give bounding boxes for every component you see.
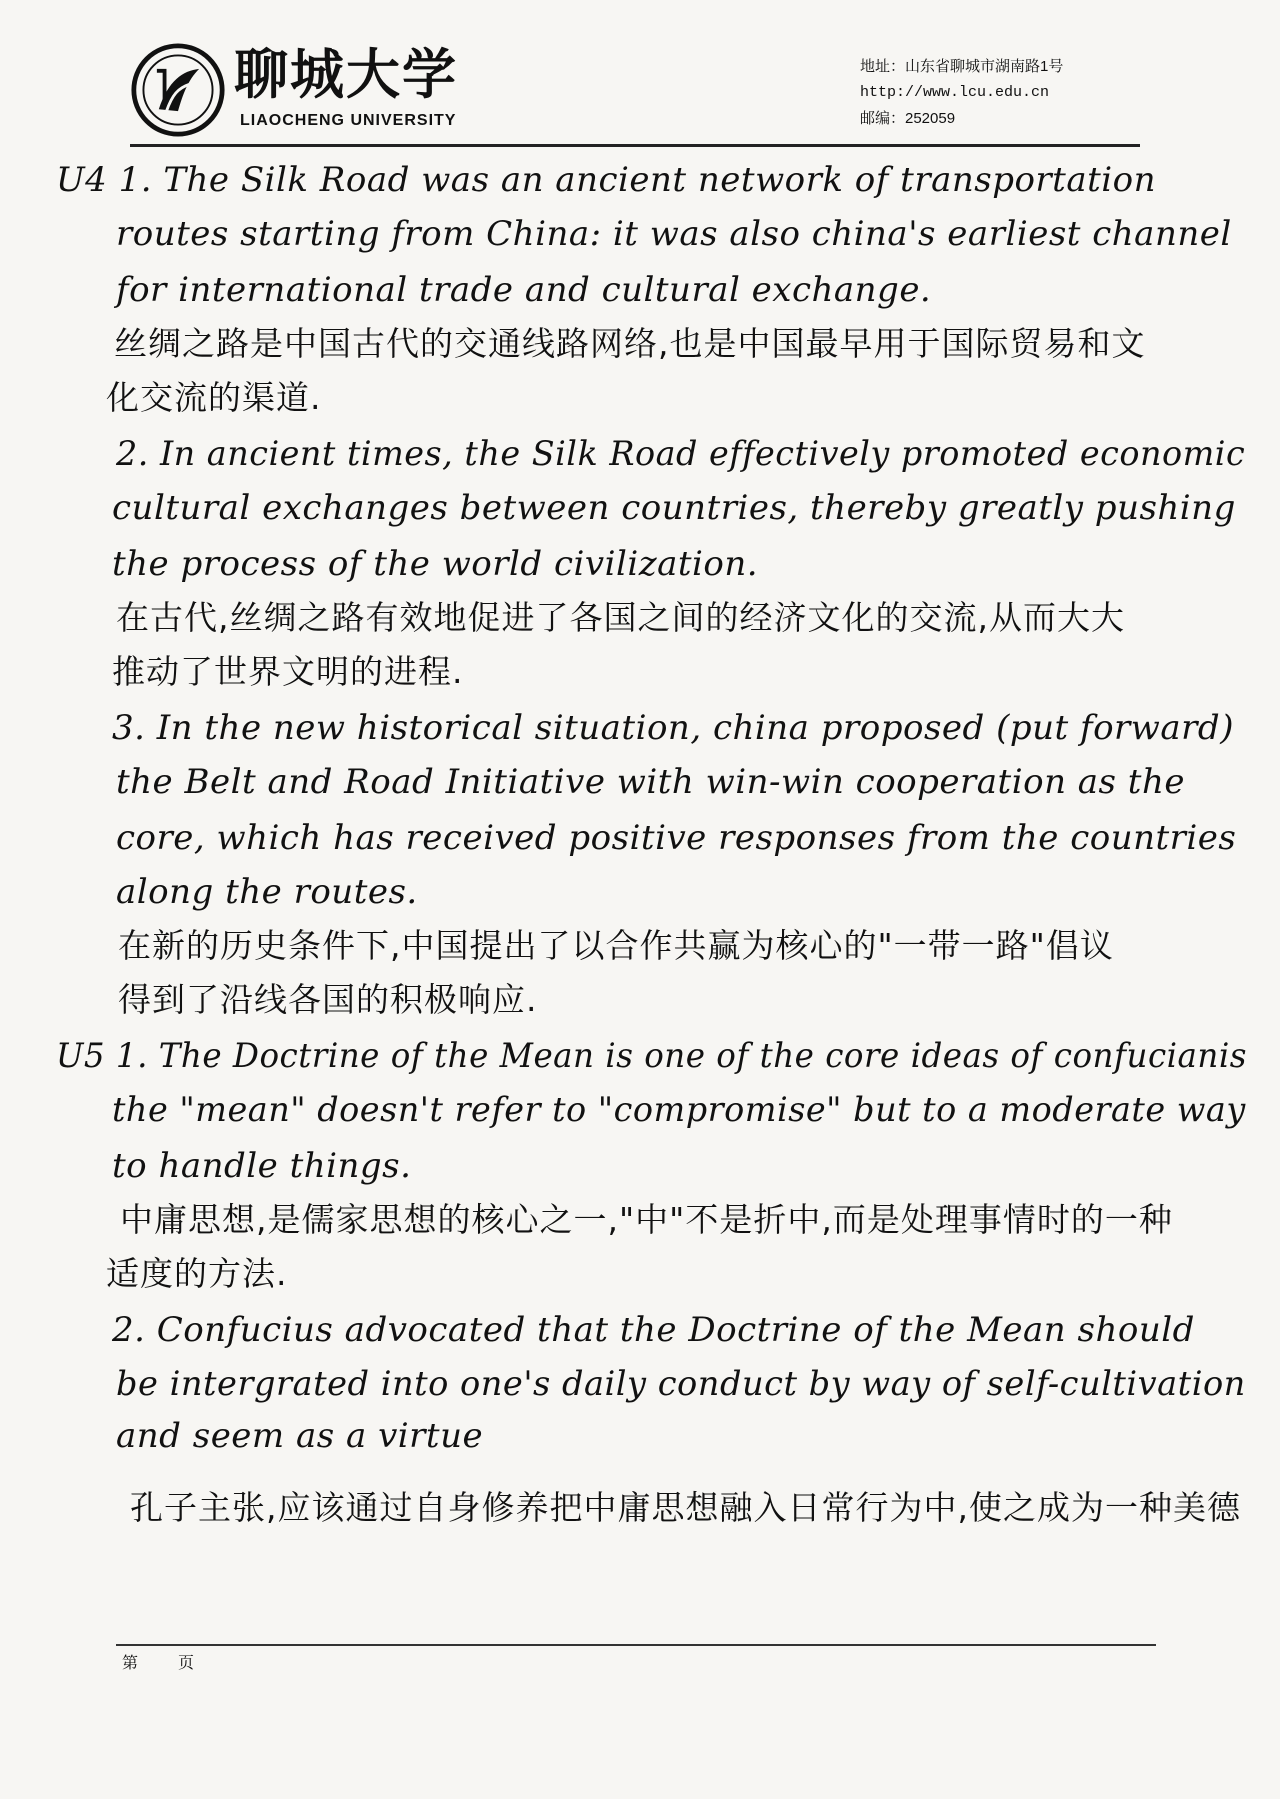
text-line: 推动了世界文明的进程.: [112, 652, 464, 691]
text-line: and seem as a virtue: [116, 1416, 484, 1456]
website-text: http://www.lcu.edu.cn: [860, 84, 1050, 101]
text-line: the Belt and Road Initiative with win-win cooperation as the: [116, 762, 1185, 802]
contact-block: [860, 54, 1150, 132]
page-label-prefix: 第: [122, 1653, 139, 1672]
address-text: 地址：山东省聊城市湖南路1号: [860, 58, 1064, 75]
letterhead: [130, 36, 1150, 146]
header-divider: [130, 144, 1140, 147]
text-line: 在新的历史条件下,中国提出了以合作共赢为核心的"一带一路"倡议: [118, 926, 1114, 965]
university-name-en: LIAOCHENG UNIVERSITY: [240, 112, 457, 129]
text-line: 丝绸之路是中国古代的交通线路网络,也是中国最早用于国际贸易和文: [114, 324, 1146, 363]
text-line: along the routes.: [116, 872, 418, 912]
text-line: core, which has received positive responses from the countries: [116, 818, 1237, 858]
text-line: 中庸思想,是儒家思想的核心之一,"中"不是折中,而是处理事情时的一种: [120, 1200, 1173, 1239]
text-line: cultural exchanges between countries, thereby greatly pushing: [112, 488, 1236, 528]
text-line: 化交流的渠道.: [106, 378, 322, 417]
text-line: 2. In ancient times, the Silk Road effectively promoted economic: [116, 434, 1246, 474]
text-line: 适度的方法.: [106, 1254, 288, 1293]
footer-divider: [116, 1644, 1156, 1646]
text-line: for international trade and cultural exchange.: [116, 270, 932, 310]
page-number-label: [122, 1650, 194, 1673]
page-label-suffix: 页: [178, 1653, 195, 1672]
university-name-cn: 聊城大学: [234, 42, 458, 106]
text-line: 3. In the new historical situation, china proposed (put forward): [112, 708, 1234, 748]
text-line: be intergrated into one's daily conduct by way of self-cultivation: [116, 1364, 1246, 1404]
text-line: the process of the world civilization.: [112, 544, 759, 584]
text-line: U5 1. The Doctrine of the Mean is one of the core ideas of confucianis: [56, 1036, 1247, 1076]
text-line: 孔子主张,应该通过自身修养把中庸思想融入日常行为中,使之成为一种美德: [130, 1488, 1241, 1527]
text-line: U4 1. The Silk Road was an ancient network of transportation: [56, 160, 1157, 200]
text-line: 得到了沿线各国的积极响应.: [118, 980, 538, 1019]
text-line: to handle things.: [112, 1146, 412, 1186]
text-line: the "mean" doesn't refer to "compromise" but to a moderate way: [112, 1090, 1246, 1130]
university-seal-logo: [130, 42, 226, 138]
text-line: routes starting from China: it was also china's earliest channel: [116, 214, 1232, 254]
postcode-text: 邮编：252059: [860, 110, 956, 127]
text-line: 在古代,丝绸之路有效地促进了各国之间的经济文化的交流,从而大大: [116, 598, 1125, 637]
text-line: 2. Confucius advocated that the Doctrine of the Mean should: [112, 1310, 1195, 1350]
